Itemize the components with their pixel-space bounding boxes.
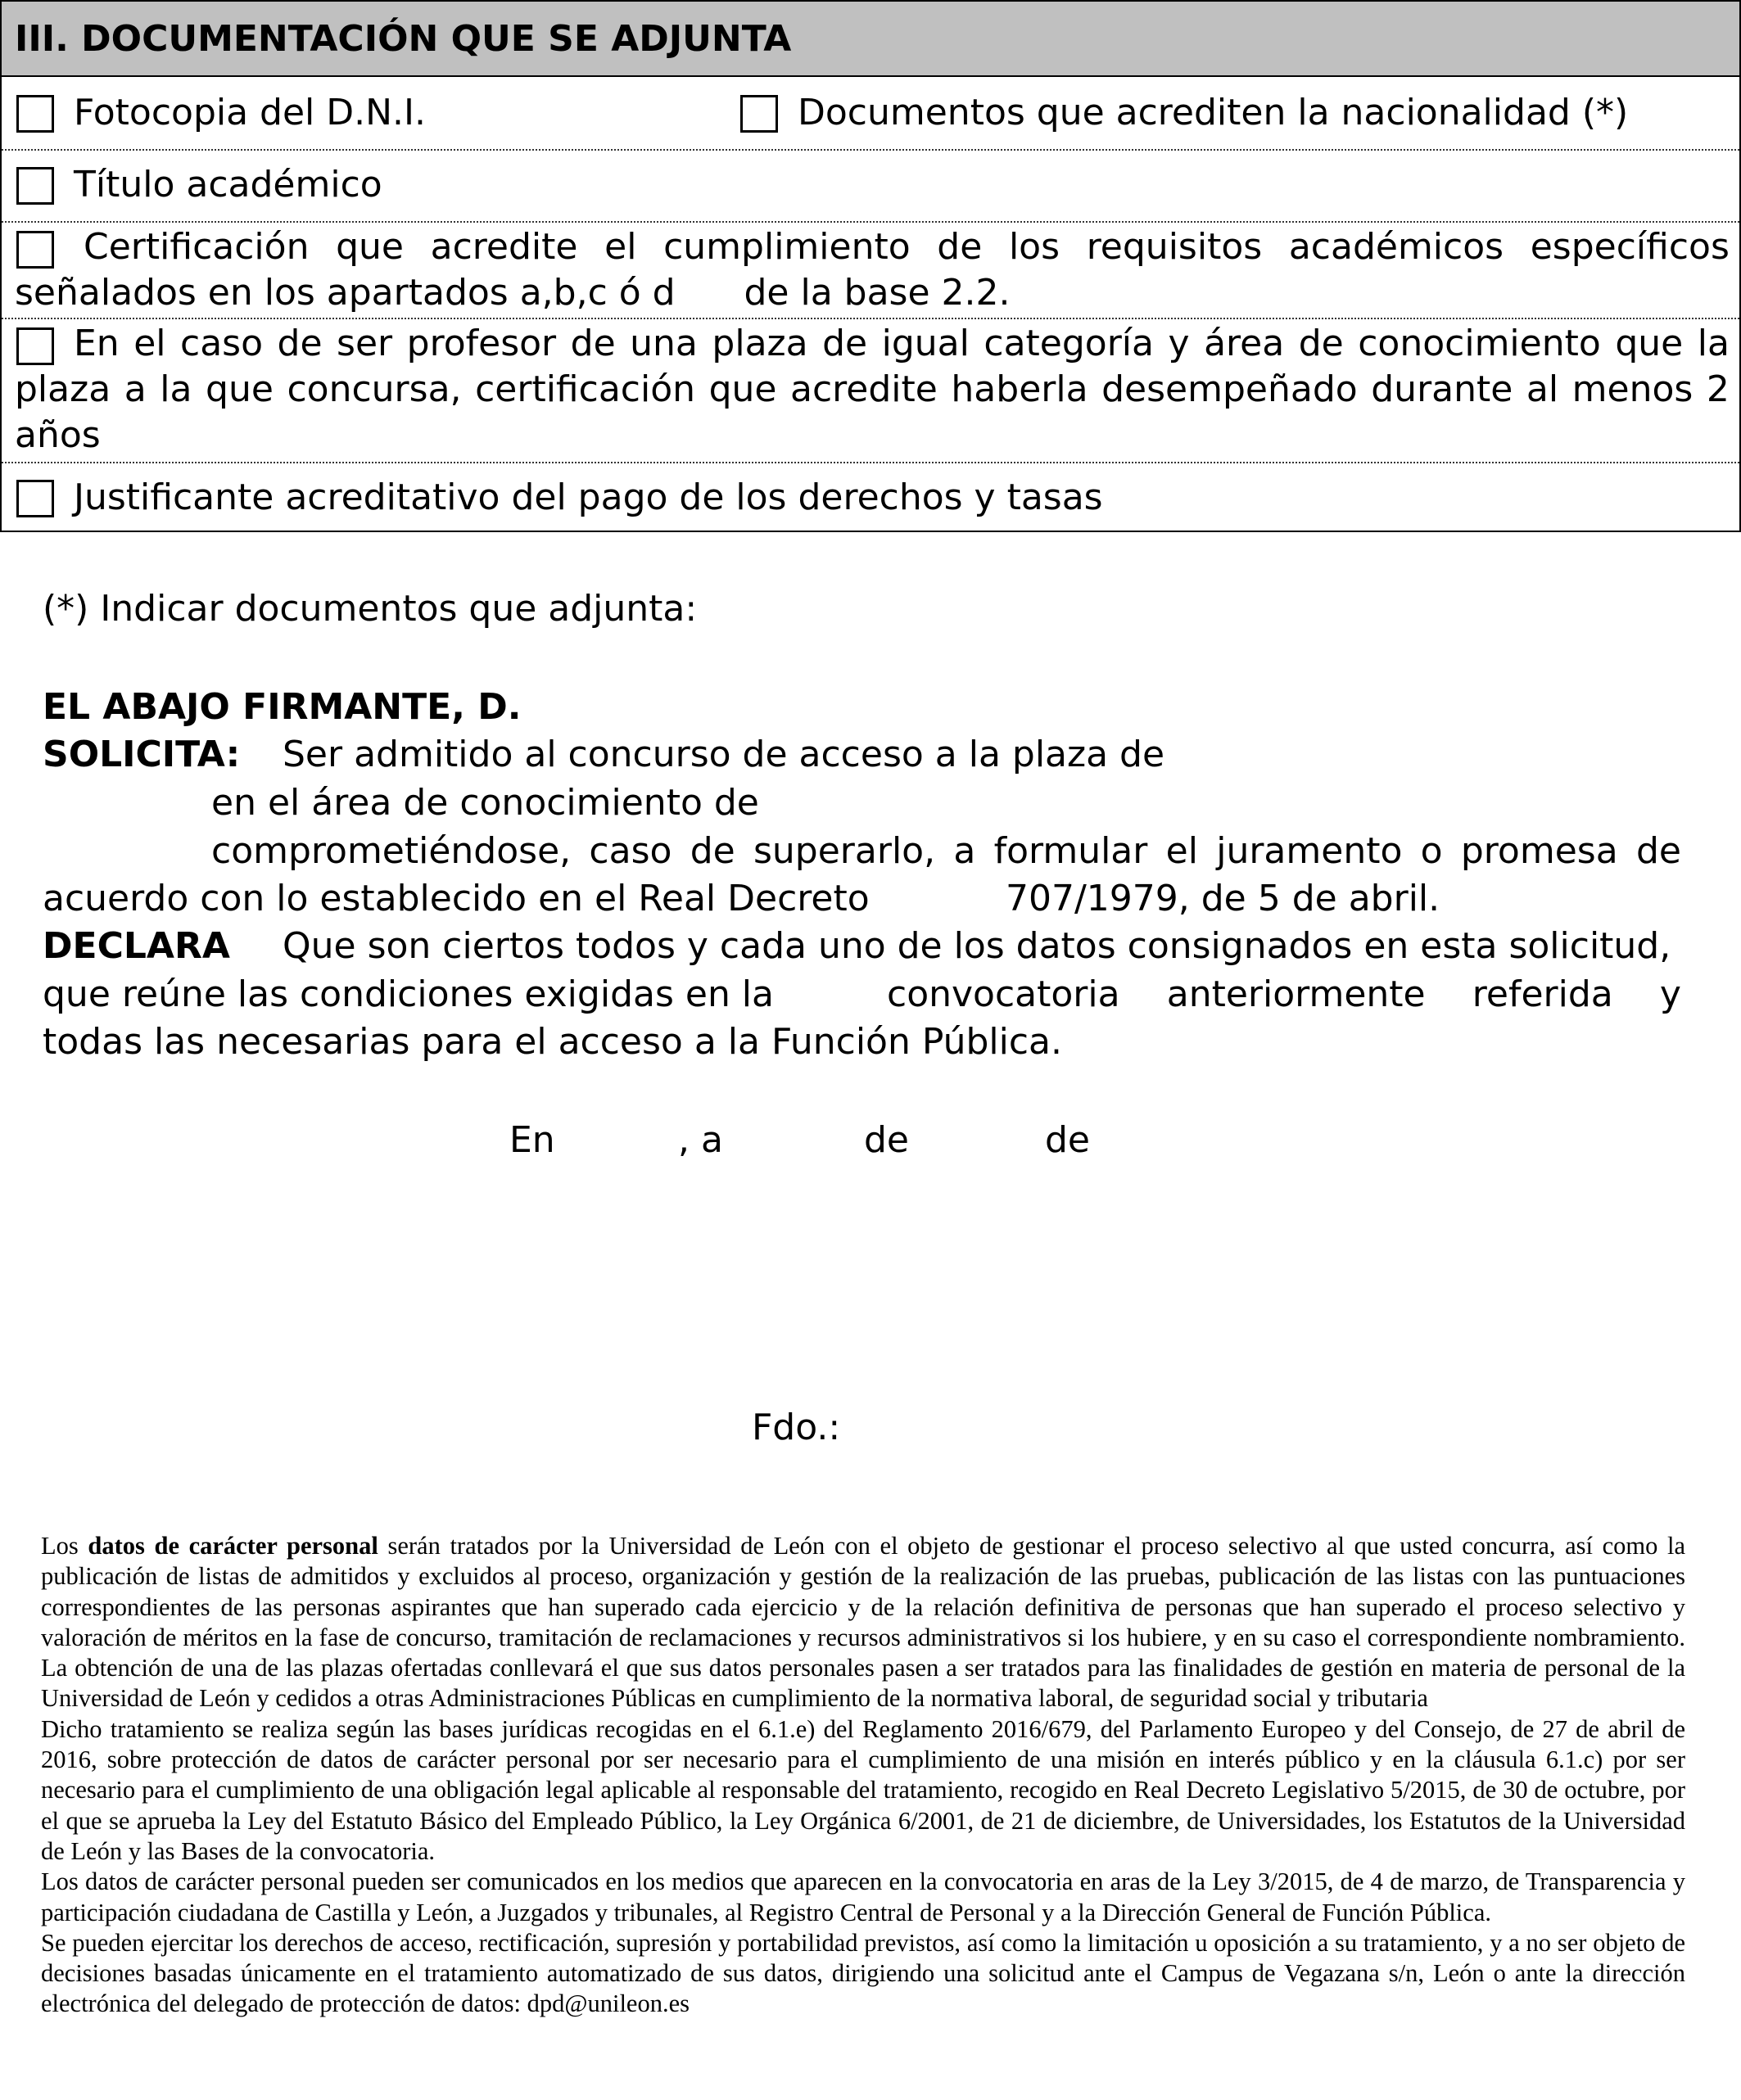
checkbox-nacionalidad[interactable] bbox=[740, 95, 778, 133]
word: de bbox=[822, 323, 868, 364]
date-de-2: de bbox=[1045, 1119, 1090, 1161]
checkbox-profesor[interactable] bbox=[16, 327, 54, 365]
acuerdo-text: acuerdo con lo establecido en el Real Decreto bbox=[43, 878, 870, 919]
word: caso bbox=[589, 830, 672, 872]
word: área bbox=[1204, 323, 1285, 364]
word: la bbox=[160, 368, 192, 410]
word: la bbox=[1697, 323, 1730, 364]
documentation-table bbox=[0, 0, 1741, 532]
word: haberla bbox=[951, 368, 1088, 410]
word: el bbox=[133, 323, 166, 364]
word: de bbox=[690, 830, 735, 872]
note-documentos: (*) Indicar documentos que adjunta: bbox=[43, 588, 698, 630]
reune-text: que reúne las condiciones exigidas en la bbox=[43, 973, 774, 1015]
word: superarlo, bbox=[753, 830, 936, 872]
area-text: en el área de conocimiento de bbox=[211, 782, 759, 824]
row-dni-nacionalidad bbox=[2, 75, 1739, 149]
real-decreto-text: 707/1979, de 5 de abril. bbox=[1006, 878, 1440, 919]
word: y bbox=[1659, 973, 1681, 1015]
solicita-label: SOLICITA: bbox=[43, 734, 241, 775]
word: formular bbox=[993, 830, 1148, 872]
word: Certificación bbox=[84, 226, 310, 268]
label-certificacion-line1 bbox=[84, 226, 1730, 268]
word: una bbox=[630, 323, 698, 364]
word: desempeñado bbox=[1101, 368, 1358, 410]
word: ser bbox=[337, 323, 393, 364]
word: conocimiento bbox=[1358, 323, 1601, 364]
checkbox-titulo[interactable] bbox=[16, 167, 54, 205]
word: plaza bbox=[15, 368, 111, 410]
word: a bbox=[124, 368, 147, 410]
word: requisitos bbox=[1086, 226, 1263, 268]
word: profesor bbox=[406, 323, 557, 364]
word: promesa bbox=[1460, 830, 1618, 872]
firma-fdo: Fdo.: bbox=[752, 1407, 841, 1448]
word: acredite bbox=[790, 368, 938, 410]
label-profesor-line1 bbox=[74, 323, 1730, 364]
checkbox-dni[interactable] bbox=[16, 95, 54, 133]
word: 2 bbox=[1706, 368, 1730, 410]
checkbox-certificacion[interactable] bbox=[16, 231, 54, 269]
label-dni: Fotocopia del D.N.I. bbox=[74, 92, 426, 133]
privacy-paragraph-2: Dicho tratamiento se realiza según las bases jurídicas recogidas en el 6.1.e) del Reglamento 2016/679, del Parlamento Europeo y del Consejo, de 27 de abril de 2016, sobre protección de datos de carácter personal por ser necesario para el cumplimiento de una misión en interés público y en la cláusula 6.1.c) por ser necesario para el cumplimiento de una obligación legal aplicable al responsable del tratamiento, recogido en Real Decreto Legislativo 5/2015, de 30 de octubre, por el que se aprueba la Ley del Estatuto Básico del Empleado Público, la Ley Orgánica 6/2001, de 21 de diciembre, de Universidades, los Estatutos de la Universidad de León y las Bases de la convocatoria. bbox=[41, 1714, 1685, 1865]
word: académicos bbox=[1288, 226, 1504, 268]
privacy-paragraph-4: Se pueden ejercitar los derechos de acceso, rectificación, supresión y portabilidad previstos, así como la limitación u oposición a su tratamiento, y a no ser objeto de decisiones basadas únicamente en el tratamiento automatizado de sus datos, dirigiendo una solicitud ante el Campus de Vegazana s/n, León o ante la dirección electrónica del delegado de protección de datos: dpd@unileon.es bbox=[41, 1928, 1685, 2018]
row-profesor bbox=[2, 318, 1739, 462]
word: convocatoria bbox=[887, 973, 1120, 1015]
checkbox-justificante[interactable] bbox=[16, 480, 54, 517]
privacy-notice bbox=[41, 1531, 1685, 2020]
word: a bbox=[953, 830, 976, 872]
word: que bbox=[336, 226, 404, 268]
row-justificante bbox=[2, 462, 1739, 531]
word: al bbox=[1526, 368, 1559, 410]
word: los bbox=[1008, 226, 1060, 268]
date-a: , a bbox=[678, 1119, 723, 1161]
date-en: En bbox=[509, 1119, 555, 1161]
declara-label: DECLARA bbox=[43, 925, 230, 967]
label-profesor-line2 bbox=[15, 368, 1730, 410]
word: plaza bbox=[712, 323, 808, 364]
word: categoría bbox=[984, 323, 1154, 364]
privacy-p1-bold: datos de carácter personal bbox=[88, 1532, 378, 1560]
label-certificacion-line2: señalados en los apartados a,b,c ó d de la base 2.2. bbox=[15, 272, 1011, 314]
word: referida bbox=[1472, 973, 1613, 1015]
section-title: III. DOCUMENTACIÓN QUE SE ADJUNTA bbox=[15, 18, 792, 60]
firmante-label: EL ABAJO FIRMANTE, D. bbox=[43, 686, 522, 728]
word: específicos bbox=[1530, 226, 1730, 268]
label-titulo: Título académico bbox=[74, 164, 382, 205]
necesarias-text: todas las necesarias para el acceso a la Función Pública. bbox=[43, 1021, 1062, 1063]
date-de-1: de bbox=[864, 1119, 909, 1161]
word: el bbox=[1165, 830, 1198, 872]
word: de bbox=[937, 226, 983, 268]
word: y bbox=[1168, 323, 1190, 364]
word: concursa, bbox=[287, 368, 462, 410]
word: igual bbox=[881, 323, 970, 364]
label-profesor-line3: años bbox=[15, 414, 101, 456]
privacy-paragraph-1 bbox=[41, 1531, 1685, 1714]
word: de bbox=[277, 323, 323, 364]
word: En bbox=[74, 323, 120, 364]
row-titulo bbox=[2, 149, 1739, 221]
label-justificante: Justificante acreditativo del pago de los derechos y tasas bbox=[74, 476, 1103, 518]
word: comprometiéndose, bbox=[211, 830, 572, 872]
word: el bbox=[604, 226, 637, 268]
label-nacionalidad: Documentos que acrediten la nacionalidad (*) bbox=[798, 92, 1629, 133]
convocatoria-text bbox=[887, 973, 1681, 1015]
word: cumplimiento bbox=[663, 226, 911, 268]
word: caso bbox=[180, 323, 264, 364]
word: o bbox=[1420, 830, 1443, 872]
word: juramento bbox=[1216, 830, 1403, 872]
word: menos bbox=[1571, 368, 1694, 410]
word: certificación bbox=[475, 368, 696, 410]
solicita-text: Ser admitido al concurso de acceso a la plaza de bbox=[283, 734, 1165, 775]
word: que bbox=[1615, 323, 1684, 364]
row-certificacion bbox=[2, 221, 1739, 318]
word: anteriormente bbox=[1166, 973, 1426, 1015]
privacy-paragraph-3: Los datos de carácter personal pueden ser comunicados en los medios que aparecen en la convocatoria en aras de la Ley 3/2015, de 4 de marzo, de Transparencia y participación ciudadana de Castilla y León, a Juzgados y tribunales, al Registro Central de Personal y a la Dirección General de Función Pública. bbox=[41, 1867, 1685, 1926]
declara-text: Que son ciertos todos y cada uno de los datos consignados en esta solicitud, bbox=[283, 925, 1671, 967]
word: que bbox=[206, 368, 274, 410]
word: que bbox=[708, 368, 777, 410]
word: de bbox=[570, 323, 616, 364]
word: acredite bbox=[430, 226, 578, 268]
section-header bbox=[2, 2, 1739, 75]
privacy-p1-pre: Los bbox=[41, 1532, 79, 1560]
privacy-p1-rest: serán tratados por la Universidad de León con el objeto de gestionar el proceso selectivo al que usted concurra, así como la publicación de listas de admitidos y excluidos al proceso, organización y gestión de la realización de las pruebas, publicación de las listas con las puntuaciones correspondientes de las personas aspirantes que han superado cada ejercicio y de la relación definitiva de personas que han superado el proceso selectivo y valoración de méritos en la fase de concurso, tramitación de reclamaciones y recursos administrativos si los hubiere, y en su caso el correspondiente nombramiento. La obtención de una de las plazas ofertadas conllevará el que sus datos personales pasen a ser tratados para las finalidades de gestión en materia de personal de la Universidad de León y cedidos a otras Administraciones Públicas en cumplimiento de la normativa laboral, de seguridad social y tributaria bbox=[41, 1532, 1686, 1713]
word: durante bbox=[1371, 368, 1513, 410]
word: de bbox=[1298, 323, 1344, 364]
comprometiendose-text bbox=[211, 830, 1681, 872]
word: de bbox=[1635, 830, 1681, 872]
